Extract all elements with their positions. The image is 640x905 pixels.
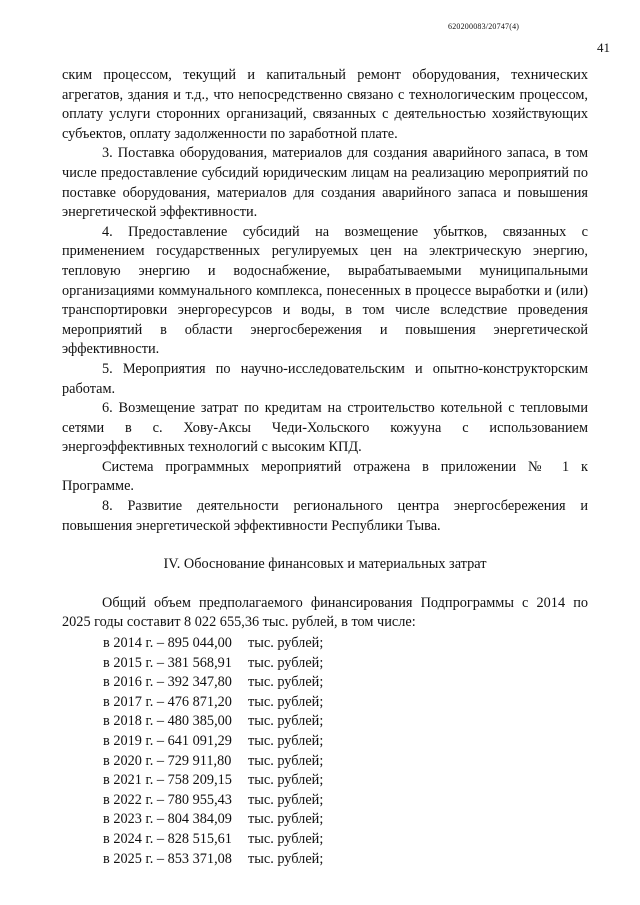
page-body <box>62 66 588 869</box>
funding-year-list <box>62 634 588 869</box>
year-amount: в 2016 г. – 392 347,80 <box>103 674 232 691</box>
year-amount: в 2024 г. – 828 515,61 <box>103 830 232 847</box>
list-item <box>103 673 588 693</box>
paragraph-item-6: 6. Возмещение затрат по кредитам на строительство котельной с тепловыми сетями в с. Хову-Аксы Чеди-Хольского кожууна с использованием энергоэффективных технологий с высоким КПД. <box>62 400 588 456</box>
list-item <box>103 693 588 713</box>
list-item <box>103 791 588 811</box>
unit: тыс. рублей; <box>248 811 324 828</box>
funding-intro: Общий объем предполагаемого финансирования Подпрограммы с 2014 по 2025 годы составит 8 022 655,36 тыс. рублей, в том числе: <box>62 594 588 631</box>
list-item <box>103 810 588 830</box>
unit: тыс. рублей; <box>248 654 324 671</box>
year-amount: в 2025 г. – 853 371,08 <box>103 850 232 867</box>
year-amount: в 2021 г. – 758 209,15 <box>103 772 232 789</box>
year-amount: в 2023 г. – 804 384,09 <box>103 811 232 828</box>
paragraph-item-5: 5. Мероприятия по научно-исследовательским и опытно-конструкторским работам. <box>62 360 588 397</box>
year-amount: в 2015 г. – 381 568,91 <box>103 654 232 671</box>
year-amount: в 2017 г. – 476 871,20 <box>103 693 232 710</box>
year-amount: в 2018 г. – 480 385,00 <box>103 713 232 730</box>
unit: тыс. рублей; <box>248 635 324 652</box>
page-number: 41 <box>597 40 610 55</box>
section-heading: IV. Обоснование финансовых и материальных затрат <box>163 556 487 573</box>
list-item <box>103 752 588 772</box>
unit: тыс. рублей; <box>248 791 324 808</box>
list-item <box>103 830 588 850</box>
paragraph-continuation: ским процессом, текущий и капитальный ремонт оборудования, технических агрегатов, здания и т.д., что непосредственно связано с технологическим процессом, оплату услуги сторонних организаций, связанных с деятельностью хозяйствующих субъектов, оплату задолженности по заработной плате. <box>62 67 588 142</box>
year-amount: в 2022 г. – 780 955,43 <box>103 791 232 808</box>
unit: тыс. рублей; <box>248 752 324 769</box>
list-item <box>103 654 588 674</box>
list-item <box>103 850 588 870</box>
document-code: 620200083/20747(4) <box>448 22 520 31</box>
unit: тыс. рублей; <box>248 772 324 789</box>
paragraph-item-3: 3. Поставка оборудования, материалов для создания аварийного запаса, в том числе предоставление субсидий юридическим лицам на реализацию мероприятий по поставке оборудования, материалов для создания аварийного запаса и повышения энергетической эффективности. <box>62 145 588 221</box>
year-amount: в 2020 г. – 729 911,80 <box>103 752 232 769</box>
list-item <box>103 771 588 791</box>
list-item <box>103 732 588 752</box>
unit: тыс. рублей; <box>248 674 324 691</box>
unit: тыс. рублей; <box>248 830 324 847</box>
unit: тыс. рублей; <box>248 693 324 710</box>
year-amount: в 2019 г. – 641 091,29 <box>103 733 232 749</box>
year-amount: в 2014 г. – 895 044,00 <box>103 635 232 652</box>
unit: тыс. рублей; <box>248 850 324 867</box>
list-item <box>103 634 588 654</box>
paragraph-appendix-note: Система программных мероприятий отражена в приложении № 1 к Программе. <box>62 458 588 495</box>
unit: тыс. рублей; <box>248 713 324 730</box>
paragraph-item-4: 4. Предоставление субсидий на возмещение убытков, связанных с применением государственных регулируемых цен на электрическую энергию, тепловую энергию и водоснабжение, вырабатываемыми муниципальными организациями коммунального комплекса, понесенных в процессе выработки и (или) транспортировки энергоресурсов и воды, в том числе вследствие проведения мероприятий в области энергосбережения и повышения энергетической эффективности. <box>62 223 588 358</box>
paragraph-item-8: 8. Развитие деятельности регионального центра энергосбережения и повышения энергетической эффективности Республики Тыва. <box>62 498 588 534</box>
unit: тыс. рублей; <box>248 733 324 749</box>
list-item <box>103 712 588 732</box>
